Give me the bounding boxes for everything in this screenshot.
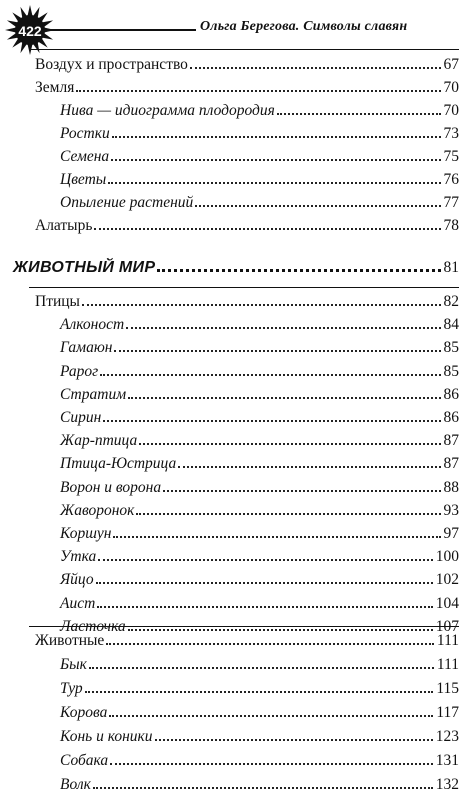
toc-entry (60, 752, 459, 770)
dot-leader (163, 490, 440, 492)
toc-entry (60, 525, 459, 543)
toc-entry-title: Птицы (35, 293, 80, 310)
separator-rule (29, 49, 459, 50)
toc-entry-page: 78 (443, 217, 459, 234)
dot-leader (103, 420, 440, 422)
dot-leader (76, 90, 440, 92)
dot-leader (128, 397, 440, 399)
toc-entry (60, 548, 459, 566)
toc-entry-title: Коршун (60, 525, 112, 542)
toc-entry-page: 86 (443, 386, 459, 403)
toc-entry-page: 102 (435, 571, 459, 588)
toc-entry (60, 595, 459, 613)
toc-entry-page: 111 (436, 656, 459, 673)
toc-entry-page: 87 (443, 455, 459, 472)
toc-entry-title: Тур (60, 680, 83, 697)
toc-entry-page: 81 (443, 259, 459, 276)
toc-entry-title: Семена (60, 148, 110, 165)
toc-entry-page: 85 (443, 339, 459, 356)
toc-entry-page: 84 (443, 316, 459, 333)
dot-leader (97, 606, 432, 608)
toc-entry-page: 85 (443, 363, 459, 380)
toc-entry (60, 363, 459, 381)
dot-leader (96, 582, 433, 584)
toc-entry (60, 102, 459, 120)
toc-entry (35, 79, 459, 97)
toc-entry-page: 117 (436, 704, 459, 721)
dot-leader (277, 113, 441, 115)
dot-leader (111, 159, 440, 161)
dot-leader (89, 667, 434, 669)
toc-entry-title: Опыление растений (60, 194, 194, 211)
toc-entry (60, 571, 459, 589)
dot-leader (195, 205, 440, 207)
toc-entry-title: Аист (60, 595, 96, 612)
dot-leader (106, 643, 434, 645)
toc-entry-title: Собака (60, 752, 109, 769)
dot-leader (136, 513, 440, 515)
dot-leader (178, 466, 440, 468)
toc-entry-title: Животные (35, 632, 105, 649)
toc-entry (60, 680, 459, 698)
dot-leader (93, 787, 433, 789)
toc-entry-page: 111 (436, 632, 459, 649)
dot-leader (98, 559, 433, 561)
toc-entry-page: 73 (443, 125, 459, 142)
separator-rule (29, 626, 459, 627)
page-number: 422 (18, 23, 42, 39)
toc-entry (60, 194, 459, 212)
toc-entry (35, 217, 459, 235)
toc-entry-title: Цветы (60, 171, 107, 188)
dot-leader (94, 228, 440, 230)
toc-entry (60, 339, 459, 357)
dot-leader (128, 629, 433, 631)
toc-entry (60, 776, 459, 794)
toc-entry-page: 76 (443, 171, 459, 188)
dot-leader (155, 739, 433, 741)
dot-leader (112, 136, 441, 138)
toc-entry-page: 132 (435, 776, 459, 793)
toc-entry (60, 386, 459, 404)
dot-leader (109, 715, 433, 717)
dot-leader (114, 350, 440, 352)
toc-entry-title: Рарог (60, 363, 99, 380)
toc-entry-title: Алконост (60, 316, 125, 333)
toc-entry-title: Конь и коники (60, 728, 153, 745)
dot-leader (190, 67, 441, 69)
toc-entry-page: 131 (435, 752, 459, 769)
toc-entry-title: Гамаюн (60, 339, 113, 356)
dot-leader (108, 182, 440, 184)
toc-entry (60, 455, 459, 473)
toc-entry-page: 115 (436, 680, 459, 697)
separator-rule (29, 287, 459, 288)
toc-entry (35, 56, 459, 74)
toc-entry-page: 87 (443, 432, 459, 449)
running-title: Ольга Берегова. Символы славян (200, 19, 408, 34)
toc-entry (60, 728, 459, 746)
toc-entry-title: Стратим (60, 386, 127, 403)
toc-entry-page: 70 (443, 102, 459, 119)
toc-entry-page: 123 (435, 728, 459, 745)
toc-entry (60, 656, 459, 674)
toc-entry-title: Нива — идиограмма плодородия (60, 102, 275, 119)
toc-entry-page: 70 (443, 79, 459, 96)
toc-entry-title: Птица-Юстрица (60, 455, 177, 472)
toc-entry-title: Корова (60, 704, 108, 721)
toc-entry-page: 86 (443, 409, 459, 426)
toc-entry-page: 97 (443, 525, 459, 542)
dot-leader (100, 374, 440, 376)
toc-entry-title: Земля (35, 79, 75, 96)
toc-entry (60, 171, 459, 189)
toc-entry (60, 479, 459, 497)
toc-entry-title: Жаворонок (60, 502, 135, 519)
toc-entry-page: 107 (435, 618, 459, 635)
toc-entry (60, 148, 459, 166)
toc-entry-page: 67 (443, 56, 459, 73)
toc-entry-title: Ростки (60, 125, 110, 142)
toc-entry-title: Бык (60, 656, 87, 673)
toc-entry (60, 502, 459, 520)
dot-leader (82, 304, 441, 306)
toc-entry (35, 293, 459, 311)
dot-leader (85, 691, 434, 693)
toc-entry-title: Сирин (60, 409, 102, 426)
toc-entry-page: 93 (443, 502, 459, 519)
toc-entry-page: 77 (443, 194, 459, 211)
toc-entry (60, 409, 459, 427)
dot-leader (139, 443, 440, 445)
toc-entry (60, 316, 459, 334)
toc-entry-title: Утка (60, 548, 97, 565)
dot-leader (157, 269, 440, 272)
dot-leader (110, 763, 433, 765)
dot-leader (113, 536, 440, 538)
toc-entry-title: Яйцо (60, 571, 94, 588)
toc-entry-title: Алатырь (35, 217, 93, 234)
toc-entry (60, 704, 459, 722)
toc-entry (60, 125, 459, 143)
toc-entry-page: 75 (443, 148, 459, 165)
section-heading (13, 259, 459, 277)
toc-entry-title: Воздух и пространство (35, 56, 188, 73)
toc-entry-title: Жар-птица (60, 432, 138, 449)
toc-entry-page: 82 (443, 293, 459, 310)
toc-entry-title: Волк (60, 776, 91, 793)
toc-entry-page: 88 (443, 479, 459, 496)
toc-entry-page: 104 (435, 595, 459, 612)
toc-entry-page: 100 (435, 548, 459, 565)
dot-leader (126, 327, 440, 329)
toc-entry-title: Ворон и ворона (60, 479, 162, 496)
toc-entry-title: ЖИВОТНЫЙ МИР (13, 259, 156, 276)
toc-entry (35, 632, 459, 650)
toc-entry (60, 432, 459, 450)
toc-entry-title: Ласточка (60, 618, 126, 635)
